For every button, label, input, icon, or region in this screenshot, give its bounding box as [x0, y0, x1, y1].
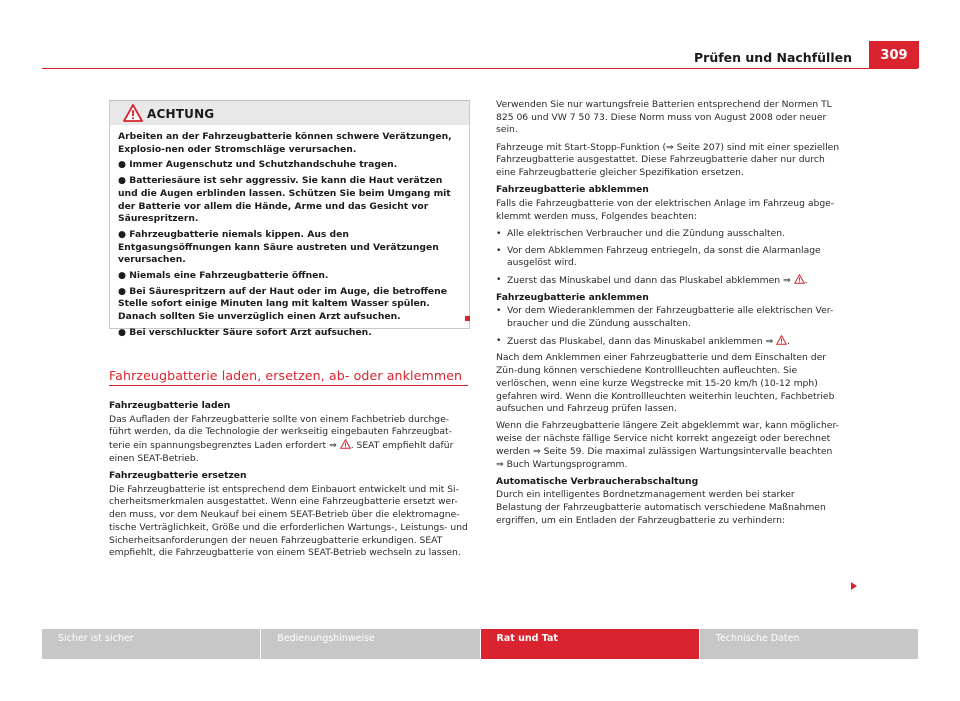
list-item: • Alle elektrischen Verbraucher und die Zündung ausschalten.: [496, 228, 841, 241]
end-of-section-marker: [465, 316, 470, 321]
section-title: Fahrzeugbatterie laden, ersetzen, ab- oder anklemmen: [109, 368, 463, 383]
body-paragraph: Fahrzeuge mit Start-Stopp-Funktion (⇒ Seite 207) sind mit einer speziellen Fahrzeugbatterie ausgestattet. Diese Fahrzeugbatterie daher nur durch eine Fahrzeugbatterie gleicher Spezifikation ersetzen.: [496, 141, 840, 179]
warning-header: [110, 101, 469, 125]
warning-bullet: ● Fahrzeugbatterie niemals kippen. Aus den Entgasungsöffnungen kann Säure austreten und Verätzungen verursachen.: [118, 228, 439, 266]
body-paragraph: Nach dem Anklemmen einer Fahrzeugbatterie und dem Einschalten der Zün-dung können verschiedene Kontrollleuchten aufleuchten. Sie verlöschen, wenn eine kurze Wegstrecke mit 15-20 km/h (10-12 mph) gefahren wird. Wenn die Kontrollleuchten weiterhin leuchten, Fachbetrieb aufsuchen und Fahrzeug prüfen lassen.: [496, 352, 835, 415]
tab-sicher-ist-sicher[interactable]: Sicher ist sicher: [42, 629, 261, 659]
warning-body: [118, 131, 464, 343]
warning-bullet: ● Bei Säurespritzern auf der Haut oder im Auge, die betroffene Stelle sofort einige Minuten lang mit kaltem Wasser spülen. Danach sollten Sie unverzüglich einen Arzt aufsuchen.: [118, 285, 447, 323]
warning-bullet: ● Immer Augenschutz und Schutzhandschuhe tragen.: [118, 159, 398, 171]
list-item: • Vor dem Abklemmen Fahrzeug entriegeln, da sonst die Alarmanlage ausgelöst wird.: [496, 245, 841, 270]
subheading: Fahrzeugbatterie abklemmen: [496, 184, 649, 196]
section-rule: [109, 385, 468, 386]
left-column: [109, 400, 471, 564]
right-column: [496, 99, 841, 532]
list-item: • Zuerst das Minuskabel und dann das Pluskabel abklemmen ⇒ .: [496, 274, 841, 288]
warning-reference-icon[interactable]: [776, 335, 787, 345]
tab-rat-und-tat[interactable]: Rat und Tat: [481, 629, 700, 659]
body-paragraph: Wenn die Fahrzeugbatterie längere Zeit abgeklemmt war, kann möglicher-weise der nächste fällige Service nicht korrekt angezeigt oder berechnet werden ⇒ Seite 59. Die maximal zulässigen Wartungsintervalle beachten ⇒ Buch Wartungsprogramm.: [496, 420, 839, 470]
footer-nav: [42, 629, 918, 659]
tab-technische-daten[interactable]: Technische Daten: [700, 629, 918, 659]
header-rule: [42, 68, 918, 69]
warning-title: ACHTUNG: [147, 107, 215, 121]
warning-reference-icon[interactable]: [794, 274, 805, 284]
continue-arrow-icon: [851, 582, 857, 590]
subheading: Fahrzeugbatterie ersetzen: [109, 470, 247, 482]
body-paragraph: Das Aufladen der Fahrzeugbatterie sollte von einem Fachbetrieb durchge-führt werden, da die Technologie der werkseitig eingebauten Fahrzeugbat-terie ein spannungsbegrenztes Laden erfordert ⇒ . SEAT empfiehlt dafür einen SEAT-Betrieb.: [109, 413, 454, 464]
running-header-title: Prüfen und Nachfüllen: [694, 50, 852, 65]
subheading: Fahrzeugbatterie laden: [109, 400, 231, 411]
body-paragraph: Verwenden Sie nur wartungsfreie Batterien entsprechend der Normen TL 825 06 und VW 7 50 73. Diese Norm muss von August 2008 oder neuer sein.: [496, 99, 832, 136]
body-paragraph: Die Fahrzeugbatterie ist entsprechend dem Einbauort entwickelt und mit Si-cherheitsmerkmalen ausgestattet. Wenn eine Fahrzeugbatterie ersetzt wer-den muss, vor dem Neukauf bei einem SEAT-Betrieb über die elektromagne-tische Verträglichkeit, Größe und die erforderlichen Wartungs-, Leistungs- und Sicherheitsanforderungen der neuen Fahrzeugbatterie erkundigen. SEAT empfiehlt, die Fahrzeugbatterie von einem SEAT-Betrieb wechseln zu lassen.: [109, 483, 468, 559]
subheading: Automatische Verbraucherabschaltung: [496, 475, 699, 487]
page-number: 309: [869, 41, 919, 68]
warning-bullet: ● Niemals eine Fahrzeugbatterie öffnen.: [118, 270, 329, 282]
list-item: • Zuerst das Pluskabel, dann das Minuskabel anklemmen ⇒ .: [496, 335, 841, 349]
warning-triangle-icon: [123, 104, 143, 122]
list-item: • Vor dem Wiederanklemmen der Fahrzeugbatterie alle elektrischen Ver-braucher und die Zündung ausschalten.: [496, 305, 841, 330]
warning-bullet: ● Batteriesäure ist sehr aggressiv. Sie kann die Haut verätzen und die Augen erblinden lassen. Schützen Sie beim Umgang mit der Batterie vor allem die Hände, Arme und das Gesicht vor Säurespritzern.: [118, 175, 451, 225]
warning-box: [109, 100, 470, 338]
tab-bedienungshinweise[interactable]: Bedienungshinweise: [261, 629, 480, 659]
warning-bullet: ● Bei verschluckter Säure sofort Arzt aufsuchen.: [118, 326, 372, 338]
warning-paragraph: Arbeiten an der Fahrzeugbatterie können schwere Verätzungen, Explosio-nen oder Stromschläge verursachen.: [118, 131, 452, 155]
body-paragraph: Falls die Fahrzeugbatterie von der elektrischen Anlage im Fahrzeug abge-klemmt werden muss, Folgendes beachten:: [496, 197, 835, 222]
subheading: Fahrzeugbatterie anklemmen: [496, 291, 649, 303]
warning-reference-icon[interactable]: [340, 439, 351, 449]
body-paragraph: Durch ein intelligentes Bordnetzmanagement werden bei starker Belastung der Fahrzeugbatterie automatisch verschiedene Maßnahmen ergriffen, um ein Entladen der Fahrzeugbatterie zu verhindern:: [496, 489, 826, 526]
